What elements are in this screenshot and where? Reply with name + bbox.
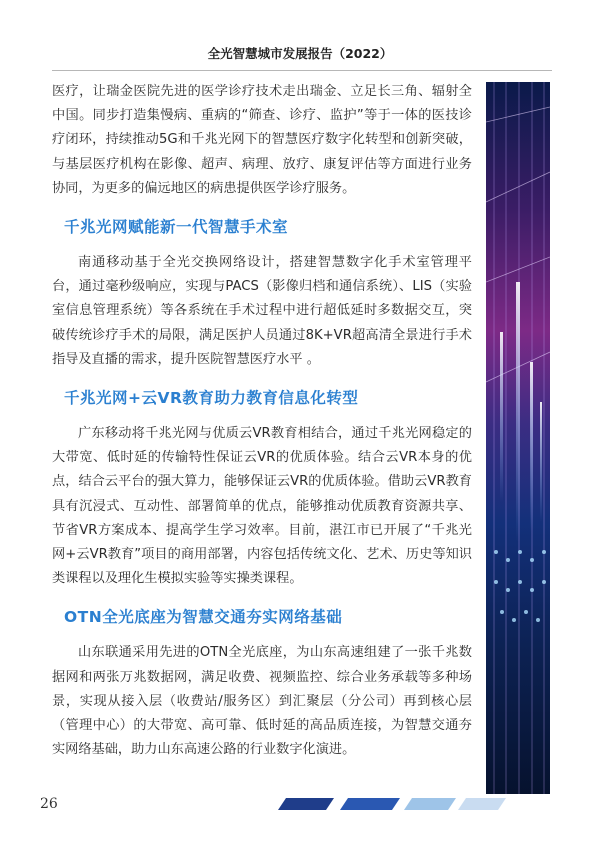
- header-divider: [52, 70, 552, 71]
- section-body-surgery: 南通移动基于全光交换网络设计，搭建智慧数字化手术室管理平台，通过毫秒级响应，实现与PACS（影像归档和通信系统）、LIS（实验室信息管理系统）等各系统在手术过程中进行超低延时多数据交互，突破传统诊疗手术的局限，满足医护人员通过8K+VR超高清全景进行手术指导及直播的需求，提升医院智慧医疗水平 。: [52, 255, 472, 367]
- section-body-vr-education: 广东移动将千兆光网与优质云VR教育相结合，通过千兆光网稳定的大带宽、低时延的传输特性保证云VR的优质体验。结合云VR本身的优点，结合云平台的强大算力，能够保证云VR的优质体验。借助云VR教育具有沉浸式、互动性、部署简单的优点，能够推动优质教育资源共享、节省VR方案成本、提高学生学习效率。目前，湛江市已开展了“千兆光网+云VR教育”项目的商用部署，内容包括传统文化、艺术、历史等知识类课程以及理化生模拟实验等实操类课程。: [52, 426, 472, 587]
- running-header: 全光智慧城市发展报告（2022）: [207, 46, 393, 61]
- footer-decoration: [270, 796, 530, 812]
- main-content: [52, 80, 472, 762]
- section-title-surgery: 千兆光网赋能新一代智慧手术室: [64, 218, 289, 237]
- section-title-vr-education: 千兆光网+云VR教育助力教育信息化转型: [64, 389, 359, 408]
- page-number: 26: [40, 796, 58, 812]
- decorative-side-image: [486, 82, 550, 794]
- section-body-otn-transport: 山东联通采用先进的OTN全光底座，为山东高速组建了一张千兆数据网和两张万兆数据网，满足收费、视频监控、综合业务承载等多种场景，实现从接入层（收费站/服务区）到汇聚层（分公司）再到核心层（管理中心）的大带宽、高可靠、低时延的高品质连接，为智慧交通夯实网络基础，助力山东高速公路的行业数字化演进。: [52, 645, 472, 758]
- intro-paragraph: 医疗，让瑞金医院先进的医学诊疗技术走出瑞金、立足长三角、辐射全中国。同步打造集慢病、重病的“筛查、诊疗、监护”等于一体的医技诊疗闭环，持续推动5G和千兆光网下的智慧医疗数字化转型和创新突破，与基层医疗机构在影像、超声、病理、放疗、康复评估等方面进行业务协同，为更多的偏远地区的病患提供医学诊疗服务。: [52, 84, 472, 196]
- section-title-otn-transport: OTN全光底座为智慧交通夯实网络基础: [64, 608, 343, 627]
